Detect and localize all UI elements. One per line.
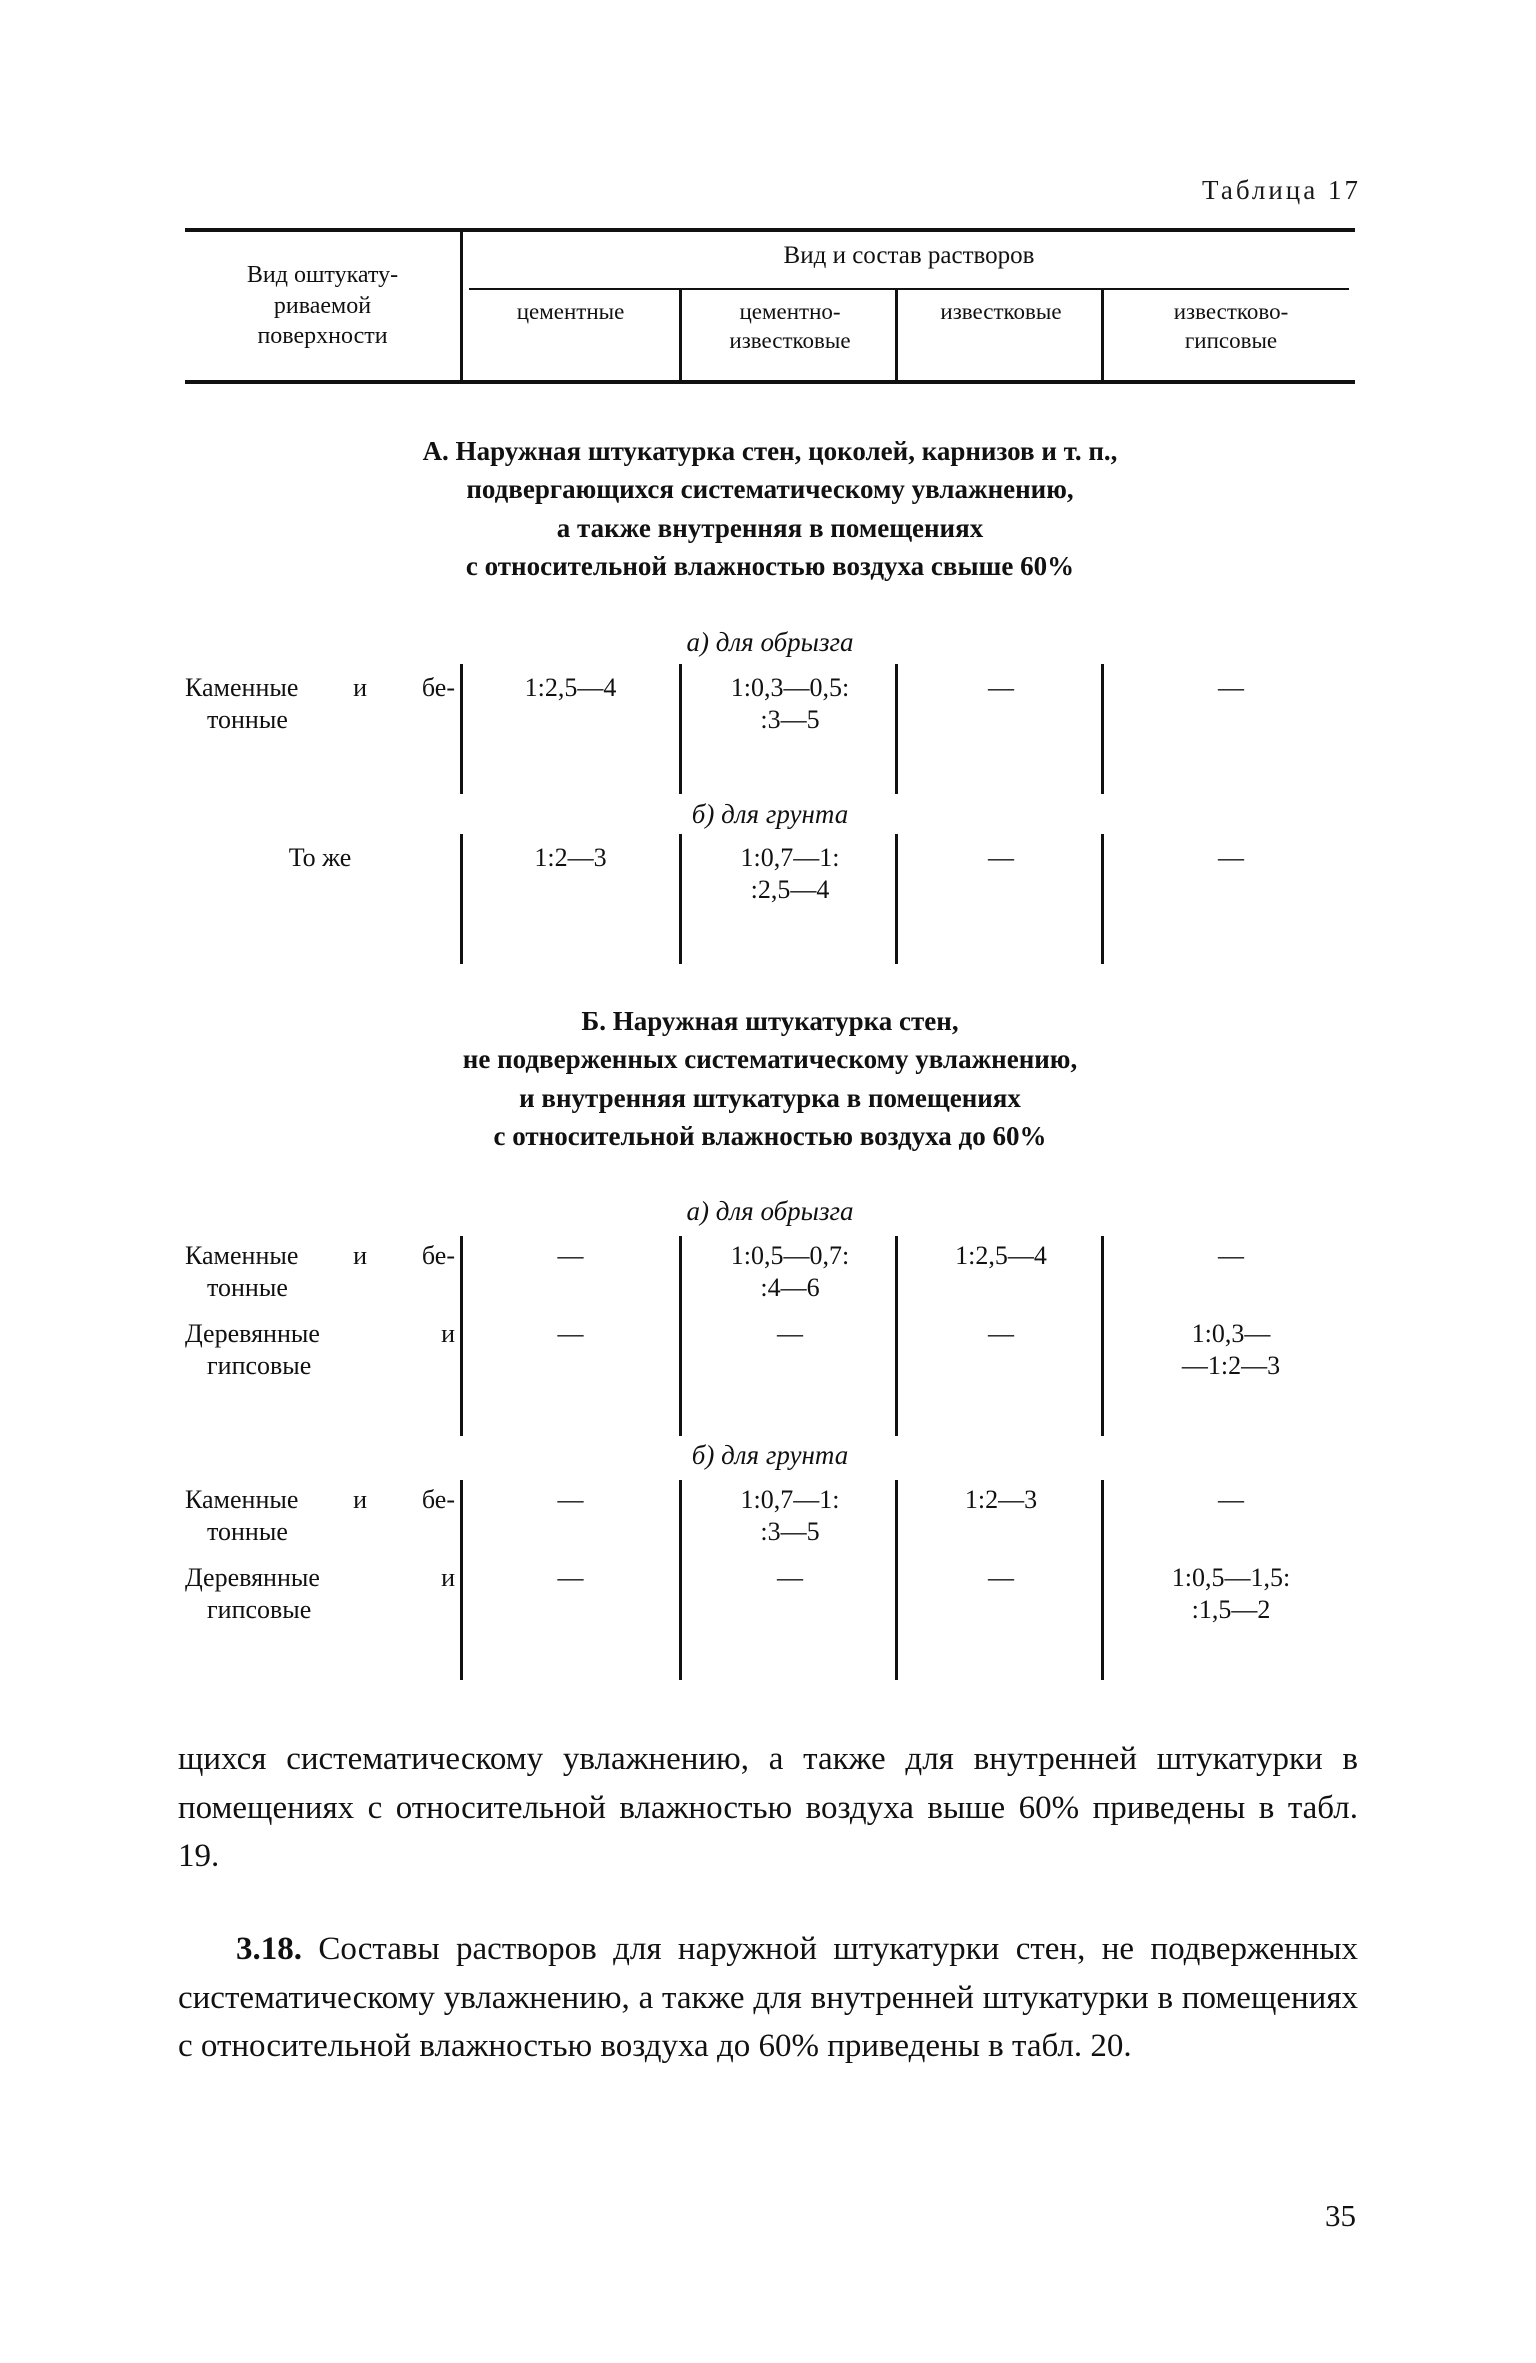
row-cell-cement-line1: 1:2,5—4 <box>524 673 617 702</box>
row-cell-lime-gypsum <box>1107 842 1355 874</box>
table-header <box>185 232 1355 380</box>
section-b-heading-line4: с относительной влажностью воздуха до 60% <box>493 1120 1047 1151</box>
row-cell-lime-line1: 1:2—3 <box>964 1485 1038 1514</box>
section-a-heading-line4: с относительной влажностью воздуха свыше 60% <box>465 550 1075 581</box>
row-cell-lime <box>901 1240 1101 1272</box>
row-label <box>185 1240 455 1303</box>
paragraph-continued: щихся систематическому увлажнению, а также для внутренней штукатурки в помещениях с относительной влажностью воздуха выше 60% приведены в табл. 19. <box>178 1741 1358 1874</box>
row-label-line1: Каменные и бе- <box>185 673 455 702</box>
row-cell-cement-lime <box>685 1562 895 1594</box>
table-header-col0-line1: Вид оштукату- <box>246 261 399 288</box>
header-group-rule <box>469 288 1349 290</box>
table-row <box>185 1484 1355 1556</box>
table-17 <box>185 228 1355 384</box>
table-header-col0 <box>185 232 460 380</box>
row-cell-lime-line1: — <box>988 673 1014 702</box>
row-label-line1: Деревянные и <box>185 1319 455 1348</box>
row-cell-lime-line1: — <box>988 1563 1014 1592</box>
table-caption: Таблица 17 <box>1202 175 1361 205</box>
row-cell-lime-gypsum-line1: 1:0,3— <box>1191 1319 1271 1348</box>
row-cell-cement-lime-line2: :3—5 <box>760 704 820 734</box>
table-row <box>185 1562 1355 1634</box>
row-divider-3 <box>1101 834 1104 964</box>
row-cell-cement-line1: 1:2—3 <box>534 843 607 872</box>
row-divider-3 <box>1101 664 1104 794</box>
section-a-heading-line2: подвергающихся систематическому увлажнению, <box>466 474 1074 505</box>
row-cell-cement-line1: — <box>557 1485 584 1514</box>
paragraph-3-18-text: Составы растворов для наружной штукатурки стен, не подверженных систематическому увлажнению, а также для внутренней штукатурки в помещениях с относительной влажностью воздуха до 60% приведены в табл. 20. <box>178 1931 1358 2064</box>
row-cell-cement-lime <box>685 1240 895 1303</box>
section-b-heading-line1: Б. Наружная штукатурка стен, <box>581 1006 959 1036</box>
row-cell-cement-lime-line1: 1:0,7—1: <box>740 1485 840 1514</box>
row-cell-lime-line1: 1:2,5—4 <box>955 1241 1047 1270</box>
row-cell-lime-gypsum-line1: — <box>1218 1485 1244 1514</box>
table-header-col3 <box>901 298 1101 327</box>
row-cell-cement <box>463 1318 678 1350</box>
row-cell-lime-gypsum <box>1107 1484 1355 1516</box>
table-header-col4-line1: известково- <box>1173 299 1289 324</box>
row-cell-lime <box>901 842 1101 874</box>
row-label <box>185 672 455 735</box>
row-cell-cement-lime-line1: — <box>777 1319 803 1348</box>
row-cell-cement-lime-line1: — <box>777 1563 803 1592</box>
row-label <box>185 1562 455 1625</box>
row-label <box>185 1318 455 1381</box>
section-a-heading-line3: а также внутренняя в помещениях <box>556 512 984 543</box>
section-b-heading-line3: и внутренняя штукатурка в помещениях <box>519 1082 1021 1113</box>
row-cell-lime-gypsum <box>1107 1562 1355 1625</box>
paragraph-3-18-number: 3.18. <box>236 1931 302 1967</box>
row-cell-cement-lime-line2: :2,5—4 <box>750 874 830 904</box>
row-label-line2: тонные <box>207 1272 288 1302</box>
row-cell-lime-gypsum <box>1107 1318 1355 1381</box>
section-b-heading <box>185 1002 1355 1155</box>
row-label-line1: Каменные и бе- <box>185 1241 455 1270</box>
row-cell-lime-gypsum-line1: — <box>1218 1241 1244 1270</box>
table-header-col2-line1: цементно- <box>739 299 841 324</box>
row-cell-cement-lime <box>685 672 895 735</box>
table-header-col2-line2: известковые <box>729 327 851 353</box>
row-cell-lime <box>901 1562 1101 1594</box>
row-cell-cement <box>463 1240 678 1272</box>
row-cell-lime-gypsum-line2: :1,5—2 <box>1191 1594 1271 1624</box>
row-label-line2: тонные <box>207 1516 288 1546</box>
table-header-col1 <box>463 298 678 327</box>
section-b-heading-line2: не подверженных систематическому увлажнению, <box>462 1044 1078 1075</box>
row-label-line2: тонные <box>207 704 288 734</box>
row-cell-cement <box>463 1484 678 1516</box>
table-header-col4-line2: гипсовые <box>1184 327 1278 353</box>
row-cell-lime-gypsum-line1: — <box>1218 673 1244 702</box>
table-header-col2 <box>685 298 895 356</box>
row-cell-lime <box>901 1318 1101 1350</box>
row-label-line2: гипсовые <box>207 1594 312 1624</box>
row-cell-lime-gypsum <box>1107 1240 1355 1272</box>
row-divider-1 <box>679 834 682 964</box>
section-a-heading <box>185 432 1355 585</box>
row-cell-cement-lime <box>685 1318 895 1350</box>
row-label <box>185 1484 455 1547</box>
row-cell-lime-gypsum-line2: —1:2—3 <box>1181 1350 1281 1380</box>
row-cell-cement <box>463 1562 678 1594</box>
table-header-group-title: Вид и состав растворов <box>783 242 1035 269</box>
paragraph-3-18 <box>178 1925 1358 2071</box>
row-cell-cement-lime-line2: :3—5 <box>760 1516 820 1546</box>
row-divider-2 <box>895 834 898 964</box>
table-header-bottom-rule <box>185 380 1355 384</box>
row-cell-cement <box>463 672 678 704</box>
page-number: 35 <box>1325 2198 1356 2233</box>
row-cell-lime <box>901 672 1101 704</box>
table-header-col0-line2: риваемой <box>273 292 372 319</box>
row-cell-lime-line1: — <box>988 843 1014 872</box>
row-label <box>185 842 455 874</box>
row-cell-cement-line1: — <box>557 1241 584 1270</box>
row-label-line1: Деревянные и <box>185 1563 455 1592</box>
section-a-sub-b-title: б) для грунта <box>691 799 849 829</box>
table-row <box>185 842 1355 962</box>
row-cell-cement-lime-line1: 1:0,5—0,7: <box>730 1241 850 1270</box>
row-cell-cement-line1: — <box>557 1563 584 1592</box>
row-cell-lime-gypsum-line1: 1:0,5—1,5: <box>1171 1563 1291 1592</box>
row-label-line1: То же <box>288 843 352 872</box>
table-header-col3-line1: известковые <box>940 299 1062 324</box>
row-divider-1 <box>679 664 682 794</box>
section-b-sub-a-title: а) для обрызга <box>686 1196 854 1226</box>
header-divider-3 <box>1101 290 1104 380</box>
row-label-line1: Каменные и бе- <box>185 1485 455 1514</box>
section-a-sub-a-title: а) для обрызга <box>686 627 854 657</box>
row-cell-lime-gypsum-line1: — <box>1218 843 1244 872</box>
table-header-col0-line3: поверхности <box>257 323 388 350</box>
row-cell-cement <box>463 842 678 874</box>
row-cell-cement-lime <box>685 1484 895 1547</box>
row-cell-lime-line1: — <box>988 1319 1014 1348</box>
table-row <box>185 1240 1355 1312</box>
table-header-col1-line1: цементные <box>516 299 625 324</box>
section-a-heading-line1: А. Наружная штукатурка стен, цоколей, карнизов и т. п., <box>422 436 1118 466</box>
header-divider-1 <box>679 290 682 380</box>
row-cell-cement-lime-line1: 1:0,3—0,5: <box>730 673 850 702</box>
row-divider-2 <box>895 664 898 794</box>
row-cell-cement-lime <box>685 842 895 905</box>
section-b-sub-b-title: б) для грунта <box>691 1440 849 1470</box>
row-cell-cement-lime-line2: :4—6 <box>760 1272 820 1302</box>
table-row <box>185 672 1355 792</box>
table-row <box>185 1318 1355 1390</box>
header-divider-2 <box>895 290 898 380</box>
row-label-line2: гипсовые <box>207 1350 312 1380</box>
row-cell-cement-line1: — <box>557 1319 584 1348</box>
table-header-col4 <box>1107 298 1355 356</box>
row-cell-lime <box>901 1484 1101 1516</box>
row-cell-lime-gypsum <box>1107 672 1355 704</box>
row-cell-cement-lime-line1: 1:0,7—1: <box>740 843 840 872</box>
